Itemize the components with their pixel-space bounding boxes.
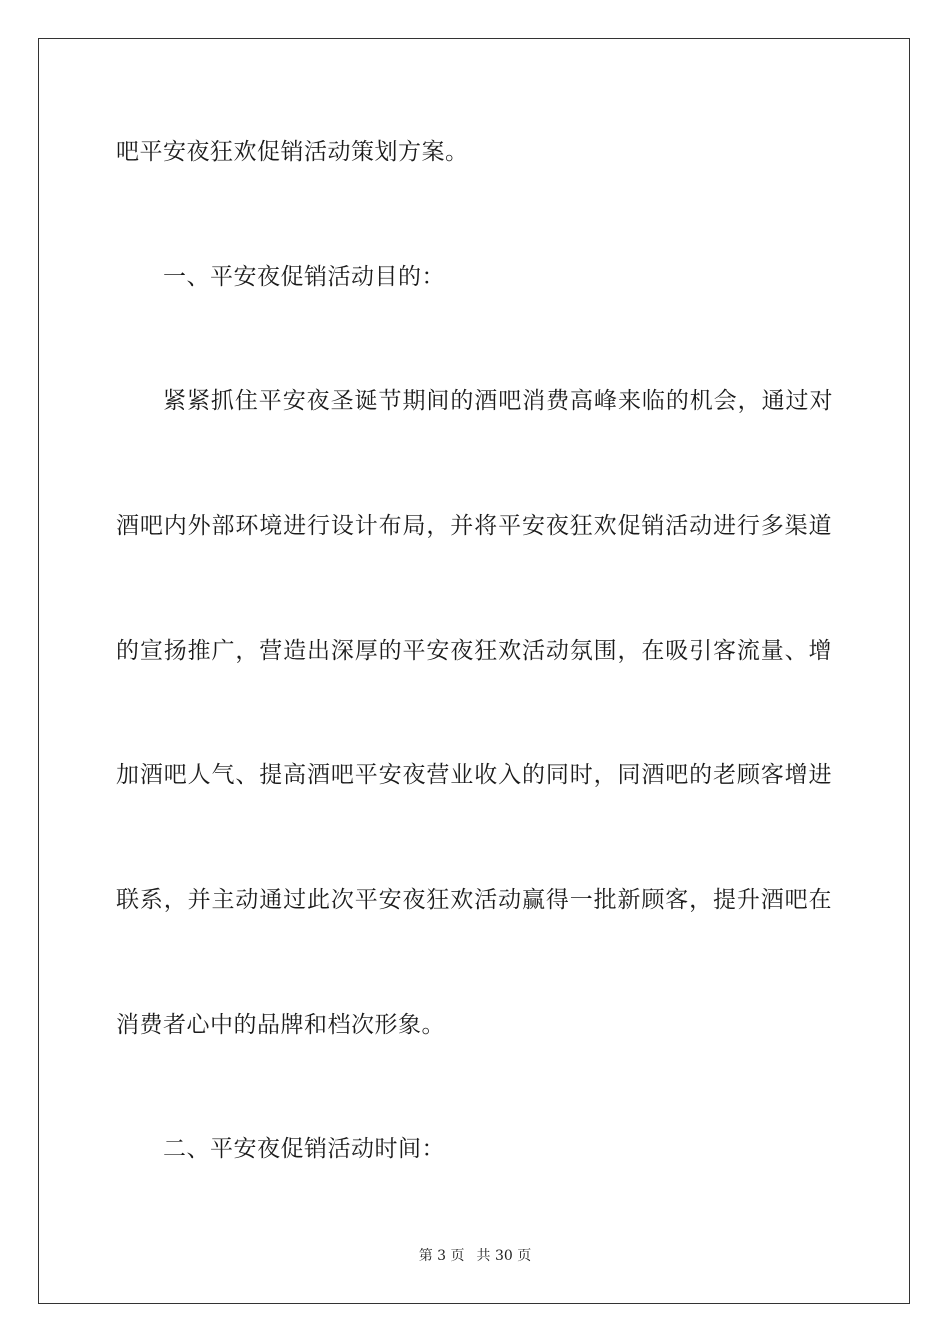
body-text-line: 紧紧抓住平安夜圣诞节期间的酒吧消费高峰来临的机会，通过对 xyxy=(163,388,833,414)
body-text-line: 加酒吧人气、提高酒吧平安夜营业收入的同时，同酒吧的老顾客增进 xyxy=(116,762,832,788)
section-heading-purpose: 一、平安夜促销活动目的： xyxy=(163,264,445,290)
body-text-line: 吧平安夜狂欢促销活动策划方案。 xyxy=(116,139,469,165)
body-text-line: 酒吧内外部环境进行设计布局，并将平安夜狂欢促销活动进行多渠道 xyxy=(116,513,832,539)
page-number: 第 3 页 xyxy=(418,1248,465,1264)
body-text-line: 联系，并主动通过此次平安夜狂欢活动赢得一批新顾客，提升酒吧在 xyxy=(116,887,832,913)
page-border xyxy=(38,38,910,1304)
page-total: 共 30 页 xyxy=(476,1248,532,1264)
page-footer xyxy=(0,1247,950,1265)
section-heading-time: 二、平安夜促销活动时间： xyxy=(163,1136,445,1162)
body-text-line: 消费者心中的品牌和档次形象。 xyxy=(116,1012,445,1038)
body-text-line: 的宣扬推广，营造出深厚的平安夜狂欢活动氛围，在吸引客流量、增 xyxy=(116,638,832,664)
